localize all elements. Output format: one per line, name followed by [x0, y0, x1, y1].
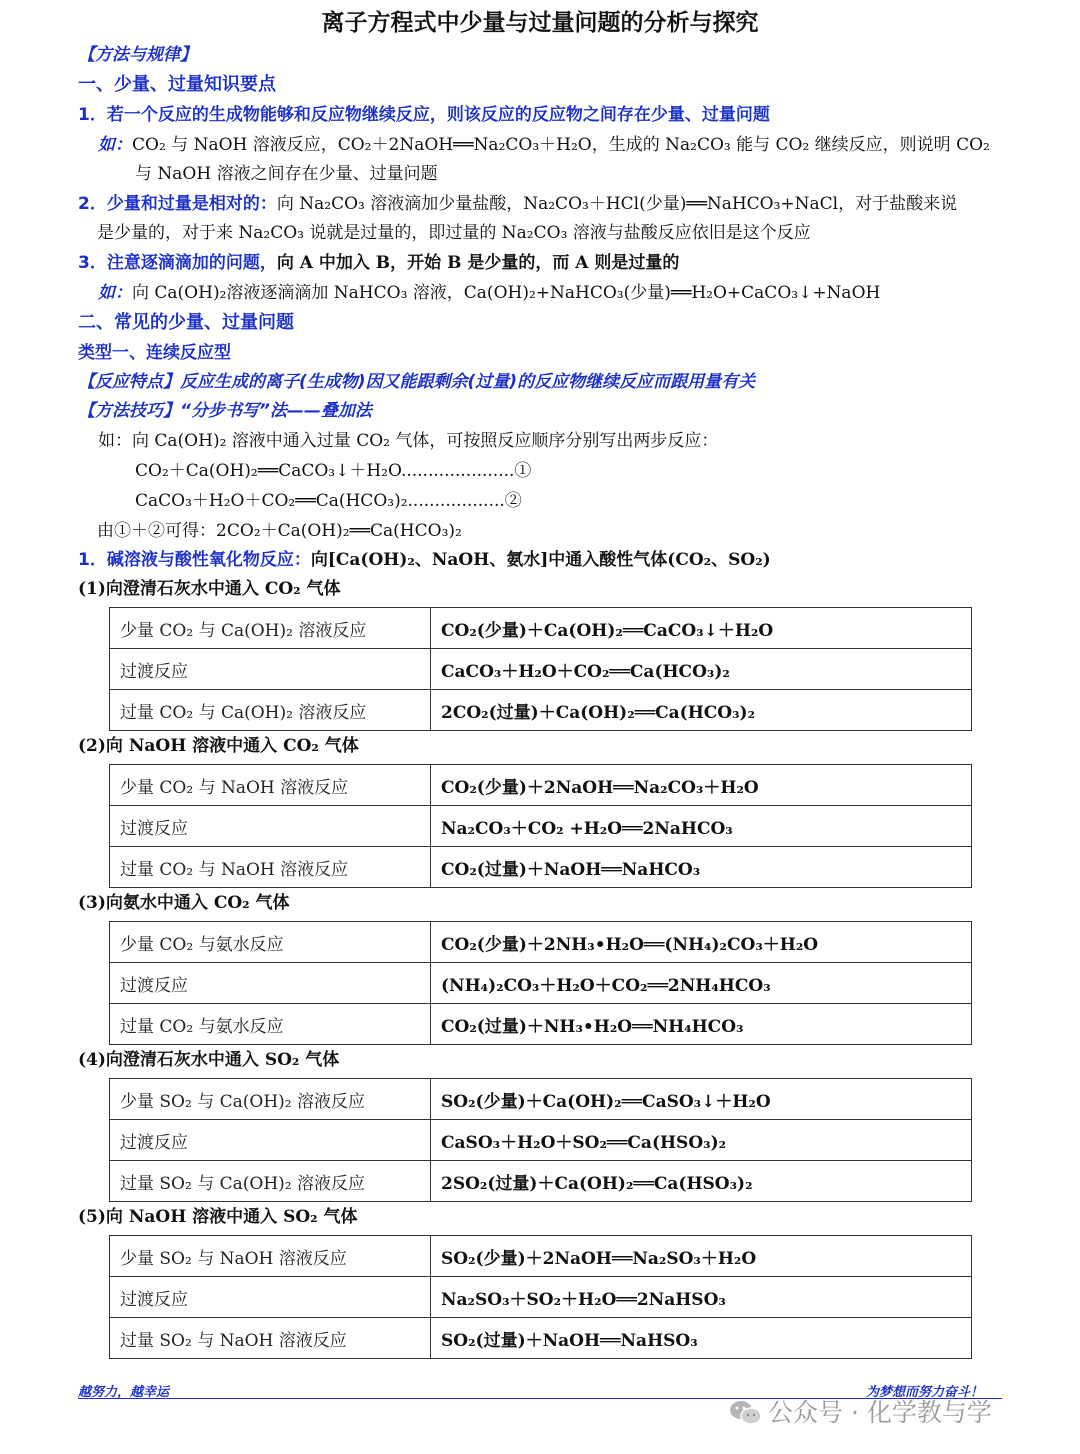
row-desc: 过量 SO₂ 与 NaOH 溶液反应: [110, 1318, 431, 1359]
row-desc: 过渡反应: [110, 1120, 431, 1161]
row-desc: 过渡反应: [110, 1277, 431, 1318]
watermark-text: 公众号 · 化学教与学: [768, 1398, 992, 1427]
point-1-example-label: 如：: [98, 135, 132, 155]
reaction-feature: 【反应特点】反应生成的离子(生成物)因又能跟剩余(过量)的反应物继续反应而跟用量有关: [78, 372, 756, 392]
table-row: [110, 608, 972, 649]
table-row: [110, 1236, 972, 1277]
example-2-step2: CaCO₃＋H₂O＋CO₂══Ca(HCO₃)₂..................②: [135, 491, 522, 511]
row-desc: 少量 CO₂ 与氨水反应: [110, 922, 431, 963]
point-3-example-label: 如：: [98, 283, 132, 303]
sub-1: [78, 549, 771, 571]
point-1-example: [98, 134, 990, 156]
point-3-tail: 向 A 中加入 B，开始 B 是少量的，而 A 则是过量的: [276, 253, 680, 273]
table-row: [110, 649, 972, 690]
point-2: [78, 193, 957, 215]
row-desc: 过渡反应: [110, 806, 431, 847]
row-desc: 过量 CO₂ 与 Ca(OH)₂ 溶液反应: [110, 690, 431, 731]
row-desc: 少量 CO₂ 与 NaOH 溶液反应: [110, 765, 431, 806]
group-2-label: (2)向 NaOH 溶液中通入 CO₂ 气体: [78, 736, 359, 756]
method-rule-heading: 【方法与规律】: [78, 45, 197, 65]
row-equation: Na₂SO₃＋SO₂＋H₂O══2NaHSO₃: [431, 1277, 972, 1318]
group-4-table: [109, 1078, 972, 1202]
point-3-example-text: 向 Ca(OH)₂溶液逐滴滴加 NaHCO₃ 溶液，Ca(OH)₂+NaHCO₃(少量)══H₂O+CaCO₃↓+NaOH: [132, 283, 881, 303]
row-equation: 2CO₂(过量)＋Ca(OH)₂══Ca(HCO₃)₂: [431, 690, 972, 731]
row-equation: SO₂(少量)＋Ca(OH)₂══CaSO₃↓＋H₂O: [431, 1079, 972, 1120]
point-3-head: 注意逐滴滴加的问题，: [106, 253, 277, 273]
wechat-icon: [728, 1398, 764, 1428]
point-1-head: 若一个反应的生成物能够和反应物继续反应，则该反应的反应物之间存在少量、过量问题: [106, 105, 770, 125]
point-2-line1: 向 Na₂CO₃ 溶液滴加少量盐酸，Na₂CO₃＋HCl(少量)══NaHCO₃+NaCl，对于盐酸来说: [276, 194, 958, 214]
point-1-num: 1．: [78, 105, 107, 125]
row-desc: 过量 SO₂ 与 Ca(OH)₂ 溶液反应: [110, 1161, 431, 1202]
group-5-label: (5)向 NaOH 溶液中通入 SO₂ 气体: [78, 1207, 358, 1227]
group-4-label: (4)向澄清石灰水中通入 SO₂ 气体: [78, 1050, 340, 1070]
sub-1-tail: 向[Ca(OH)₂、NaOH、氨水]中通入酸性气体(CO₂、SO₂): [310, 550, 771, 570]
example-2-intro: 如：向 Ca(OH)₂ 溶液中通入过量 CO₂ 气体，可按照反应顺序分别写出两步反应：: [98, 431, 719, 451]
table-row: [110, 1079, 972, 1120]
row-equation: CO₂(少量)＋2NH₃•H₂O══(NH₄)₂CO₃＋H₂O: [431, 922, 972, 963]
table-row: [110, 806, 972, 847]
footer-left-motto: 越努力，越幸运: [78, 1385, 170, 1400]
sub-1-head: 碱溶液与酸性氧化物反应：: [106, 550, 311, 570]
table-row: [110, 1161, 972, 1202]
page-title: 离子方程式中少量与过量问题的分析与探究: [321, 10, 759, 36]
point-1: [78, 104, 770, 126]
point-3: [78, 252, 679, 274]
point-3-example: [98, 282, 880, 304]
row-equation: CO₂(少量)＋Ca(OH)₂══CaCO₃↓＋H₂O: [431, 608, 972, 649]
row-equation: 2SO₂(过量)＋Ca(OH)₂══Ca(HSO₃)₂: [431, 1161, 972, 1202]
row-desc: 过渡反应: [110, 649, 431, 690]
row-desc: 过渡反应: [110, 963, 431, 1004]
group-5-table: [109, 1235, 972, 1359]
point-1-example-line1: CO₂ 与 NaOH 溶液反应，CO₂＋2NaOH══Na₂CO₃＋H₂O，生成的 Na₂CO₃ 能与 CO₂ 继续反应，则说明 CO₂: [132, 135, 990, 155]
table-row: [110, 963, 972, 1004]
table-row: [110, 765, 972, 806]
table-row: [110, 1277, 972, 1318]
row-desc: 少量 CO₂ 与 Ca(OH)₂ 溶液反应: [110, 608, 431, 649]
footer-right-motto: 为梦想而努力奋斗！: [866, 1385, 984, 1400]
row-equation: CO₂(少量)＋2NaOH══Na₂CO₃＋H₂O: [431, 765, 972, 806]
section-1-heading: 一、少量、过量知识要点: [78, 74, 276, 95]
row-desc: 过量 CO₂ 与 NaOH 溶液反应: [110, 847, 431, 888]
method-technique: 【方法技巧】“分步书写”法——叠加法: [78, 401, 372, 421]
sub-1-num: 1．: [78, 550, 107, 570]
table-row: [110, 1318, 972, 1359]
table-row: [110, 922, 972, 963]
table-row: [110, 1120, 972, 1161]
point-2-line2: 是少量的，对于来 Na₂CO₃ 说就是过量的，即过量的 Na₂CO₃ 溶液与盐酸反应依旧是这个反应: [97, 223, 811, 243]
point-1-example-line2: 与 NaOH 溶液之间存在少量、过量问题: [135, 164, 438, 184]
point-2-head: 少量和过量是相对的：: [106, 194, 277, 214]
point-3-num: 3．: [78, 253, 107, 273]
group-3-label: (3)向氨水中通入 CO₂ 气体: [78, 893, 290, 913]
row-equation: CaCO₃＋H₂O＋CO₂══Ca(HCO₃)₂: [431, 649, 972, 690]
row-desc: 少量 SO₂ 与 NaOH 溶液反应: [110, 1236, 431, 1277]
table-row: [110, 847, 972, 888]
row-desc: 少量 SO₂ 与 Ca(OH)₂ 溶液反应: [110, 1079, 431, 1120]
section-2-heading: 二、常见的少量、过量问题: [78, 312, 294, 333]
type-1-heading: 类型一、连续反应型: [78, 343, 231, 363]
group-2-table: [109, 764, 972, 888]
example-2-sum: 由①＋②可得：2CO₂＋Ca(OH)₂══Ca(HCO₃)₂: [97, 521, 462, 541]
row-desc: 过量 CO₂ 与氨水反应: [110, 1004, 431, 1045]
row-equation: Na₂CO₃＋CO₂ +H₂O══2NaHCO₃: [431, 806, 972, 847]
example-2-step1: CO₂＋Ca(OH)₂══CaCO₃↓＋H₂O.....................①: [135, 461, 532, 481]
table-row: [110, 1004, 972, 1045]
group-1-table: [109, 607, 972, 731]
row-equation: CO₂(过量)＋NaOH══NaHCO₃: [431, 847, 972, 888]
group-3-table: [109, 921, 972, 1045]
row-equation: (NH₄)₂CO₃＋H₂O＋CO₂══2NH₄HCO₃: [431, 963, 972, 1004]
point-2-num: 2．: [78, 194, 107, 214]
table-row: [110, 690, 972, 731]
row-equation: SO₂(少量)＋2NaOH══Na₂SO₃＋H₂O: [431, 1236, 972, 1277]
group-1-label: (1)向澄清石灰水中通入 CO₂ 气体: [78, 579, 341, 599]
row-equation: CO₂(过量)＋NH₃•H₂O══NH₄HCO₃: [431, 1004, 972, 1045]
row-equation: CaSO₃＋H₂O＋SO₂══Ca(HSO₃)₂: [431, 1120, 972, 1161]
row-equation: SO₂(过量)＋NaOH══NaHSO₃: [431, 1318, 972, 1359]
